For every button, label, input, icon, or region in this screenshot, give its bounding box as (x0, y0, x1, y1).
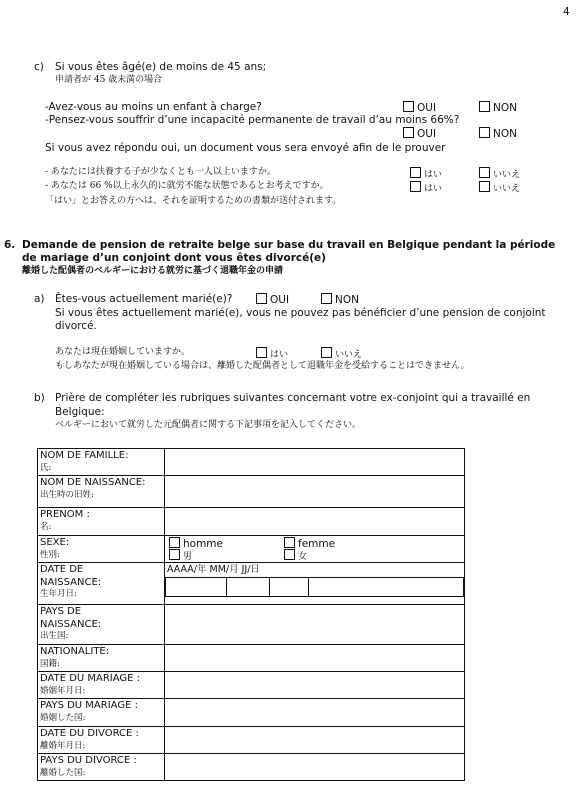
proof-note-jp: 「はい」とお答えの方へは、それを証明するための書類が送付されます。 (45, 196, 342, 206)
femme-label: femme (298, 538, 336, 550)
label-pays-naissance-fr2: NAISSANCE: (40, 618, 102, 630)
section-6b-label: b) (34, 392, 45, 404)
sexe-femme-jp-option[interactable] (284, 549, 307, 563)
field-nom-famille[interactable] (165, 449, 465, 476)
label-nom-naissance-fr: NOM DE NAISSANCE: (40, 477, 146, 488)
label-date-mariage-fr: DATE DU MARIAGE : (40, 673, 141, 684)
married-hai-option[interactable] (256, 347, 288, 361)
label-nom-naissance-jp: 出生時の旧姓: (40, 489, 94, 500)
section-c-title-jp: 申請者が 45 歳未満の場合 (55, 75, 163, 85)
field-prenom[interactable] (165, 508, 465, 536)
sexe-homme-jp-option[interactable] (169, 549, 192, 563)
q1-hai-checkbox[interactable] (410, 167, 421, 178)
femme-jp-label: 女 (298, 552, 308, 562)
row-nom-naissance (38, 476, 465, 508)
date-naissance-boxes (165, 577, 464, 597)
q2-non-label: NON (493, 128, 517, 140)
q-incapacity: -Pensez-vous souffrir d’une incapacité permanente de travail d’au moins 66%? (45, 114, 460, 126)
exspouse-form-table (37, 448, 465, 781)
q1-iie-option[interactable] (479, 167, 520, 181)
married-note-line2: divorcé. (55, 320, 97, 332)
label-date-divorce (38, 727, 165, 754)
label-nom-famille (38, 449, 165, 476)
married-question: Êtes-vous actuellement marié(e)? (55, 293, 233, 305)
proof-note: Si vous avez répondu oui, un document vous sera envoyé afin de le prouver (45, 142, 446, 154)
section-c-title: Si vous êtes âgé(e) de moins de 45 ans; (55, 61, 267, 73)
row-prenom (38, 508, 465, 536)
q2-non-option[interactable] (479, 127, 517, 141)
section-6-title-line1: Demande de pension de retraite belge sur base du travail en Belgique pendant la période (22, 239, 556, 251)
q2-oui-checkbox[interactable] (403, 127, 414, 138)
section-6-number: 6. (4, 239, 16, 251)
q1-hai-option[interactable] (410, 167, 442, 181)
homme-label: homme (183, 538, 223, 550)
q2-iie-option[interactable] (479, 181, 520, 195)
field-pays-naissance[interactable] (165, 605, 465, 645)
married-iie-checkbox[interactable] (321, 347, 332, 358)
q1-non-label: NON (493, 102, 517, 114)
q1-oui-label: OUI (417, 102, 437, 114)
label-pays-mariage-jp: 婚姻した国: (40, 712, 86, 723)
married-non-label: NON (335, 294, 359, 306)
q1-non-option[interactable] (479, 101, 517, 115)
label-date-divorce-fr: DATE DU DIVORCE : (40, 728, 139, 739)
q1-iie-label: いいえ (493, 170, 521, 180)
date-format-hint: AAAA/年 MM/月 JJ/日 (167, 564, 260, 575)
field-nationalite[interactable] (165, 645, 465, 672)
homme-jp-checkbox[interactable] (169, 549, 180, 560)
section-6-title-line2: de mariage d’un conjoint dont vous êtes divorcé(e) (22, 252, 326, 264)
label-pays-divorce (38, 754, 165, 781)
section-6-title-jp: 離婚した配偶者のベルギーにおける就労に基づく退職年金の申請 (22, 266, 284, 276)
married-iie-option[interactable] (321, 347, 362, 361)
label-prenom-jp: 名: (40, 521, 52, 532)
label-pays-divorce-jp: 離婚した国: (40, 767, 86, 778)
date-naissance-rest (309, 577, 464, 596)
page-number: 4 (563, 6, 570, 18)
field-pays-divorce[interactable] (165, 754, 465, 781)
label-pays-naissance-fr1: PAYS DE (40, 606, 82, 617)
label-date-divorce-jp: 離婚年月日: (40, 740, 86, 751)
married-oui-label: OUI (270, 294, 290, 306)
q2-hai-label: はい (424, 184, 443, 194)
q1-oui-checkbox[interactable] (403, 101, 414, 112)
exspouse-instruction-jp: ベルギーにおいて就労した元配偶者に関する下記事項を記入してください。 (55, 420, 362, 430)
field-pays-mariage[interactable] (165, 699, 465, 727)
married-hai-label: はい (270, 350, 289, 360)
label-date-mariage (38, 672, 165, 699)
row-nom-famille (38, 449, 465, 476)
label-nom-famille-jp: 氏: (40, 462, 52, 473)
label-prenom-fr: PRENOM : (40, 509, 90, 520)
field-date-naissance (165, 563, 465, 605)
label-sexe-jp: 性別: (40, 549, 60, 560)
label-date-naissance (38, 563, 165, 605)
married-note-line1: Si vous êtes actuellement marié(e), vous ne pouvez pas bénéficier d’une pension de conjoint (55, 307, 546, 319)
label-pays-naissance (38, 605, 165, 645)
q2-hai-option[interactable] (410, 181, 442, 195)
row-pays-mariage (38, 699, 465, 727)
label-date-naissance-fr2: NAISSANCE: (40, 576, 102, 588)
femme-jp-checkbox[interactable] (284, 549, 295, 560)
married-oui-checkbox[interactable] (256, 293, 267, 304)
field-date-divorce[interactable] (165, 727, 465, 754)
label-pays-mariage (38, 699, 165, 727)
q-child-dependent: -Avez-vous au moins un enfant à charge? (45, 101, 262, 113)
row-sexe (38, 536, 465, 563)
label-nationalite (38, 645, 165, 672)
married-question-jp: あなたは現在婚姻していますか。 (55, 347, 191, 357)
label-sexe-fr: SEXE: (40, 537, 70, 548)
date-naissance-year[interactable] (166, 577, 227, 596)
label-nationalite-jp: 国籍: (40, 658, 60, 669)
label-date-mariage-jp: 婚姻年月日: (40, 685, 86, 696)
homme-jp-label: 男 (183, 552, 193, 562)
label-pays-mariage-fr: PAYS DU MARIAGE : (40, 700, 138, 711)
exspouse-instruction-line2: Belgique: (55, 406, 105, 418)
q2-non-checkbox[interactable] (479, 127, 490, 138)
married-non-option[interactable] (321, 293, 359, 307)
married-non-checkbox[interactable] (321, 293, 332, 304)
q1-iie-checkbox[interactable] (479, 167, 490, 178)
married-note-jp: もしあなたが現在婚姻している場合は、離婚した配偶者として退職年金を受給することはできません。 (55, 361, 470, 371)
field-sexe (165, 536, 465, 563)
row-nationalite (38, 645, 465, 672)
married-hai-checkbox[interactable] (256, 347, 267, 358)
label-date-naissance-fr1: DATE DE (40, 564, 84, 575)
q2-oui-option[interactable] (403, 127, 436, 141)
label-nom-naissance (38, 476, 165, 508)
q2-oui-label: OUI (417, 128, 437, 140)
label-nom-famille-fr: NOM DE FAMILLE: (40, 450, 129, 461)
row-date-mariage (38, 672, 465, 699)
row-date-divorce (38, 727, 465, 754)
section-c-label: c) (34, 61, 44, 73)
date-naissance-day[interactable] (270, 577, 309, 596)
row-pays-divorce (38, 754, 465, 781)
q2-iie-label: いいえ (493, 184, 521, 194)
married-oui-option[interactable] (256, 293, 289, 307)
homme-checkbox[interactable] (169, 537, 180, 548)
q1-hai-label: はい (424, 170, 443, 180)
field-date-mariage[interactable] (165, 672, 465, 699)
q2-iie-checkbox[interactable] (479, 181, 490, 192)
q1-non-checkbox[interactable] (479, 101, 490, 112)
q-child-dependent-jp: - あなたには扶養する子が少なくとも一人以上いますか。 (45, 167, 276, 177)
married-iie-label: いいえ (335, 350, 363, 360)
date-naissance-month[interactable] (227, 577, 270, 596)
row-date-naissance (38, 563, 465, 605)
field-nom-naissance[interactable] (165, 476, 465, 508)
q-incapacity-jp: - あなたは 66 %以上永久的に就労不能な状態であるとお考えですか。 (45, 181, 329, 191)
q1-oui-option[interactable] (403, 101, 436, 115)
label-sexe (38, 536, 165, 563)
label-nationalite-fr: NATIONALITE: (40, 646, 110, 657)
section-6a-label: a) (34, 293, 45, 305)
label-prenom (38, 508, 165, 536)
label-date-naissance-jp: 生年月日: (40, 589, 77, 599)
exspouse-instruction-line1: Prière de compléter les rubriques suivantes concernant votre ex-conjoint qui a travaillé en (55, 392, 531, 404)
row-pays-naissance (38, 605, 465, 645)
label-pays-divorce-fr: PAYS DU DIVORCE : (40, 755, 137, 766)
femme-checkbox[interactable] (284, 537, 295, 548)
q2-hai-checkbox[interactable] (410, 181, 421, 192)
label-pays-naissance-jp: 出生国: (40, 631, 69, 641)
